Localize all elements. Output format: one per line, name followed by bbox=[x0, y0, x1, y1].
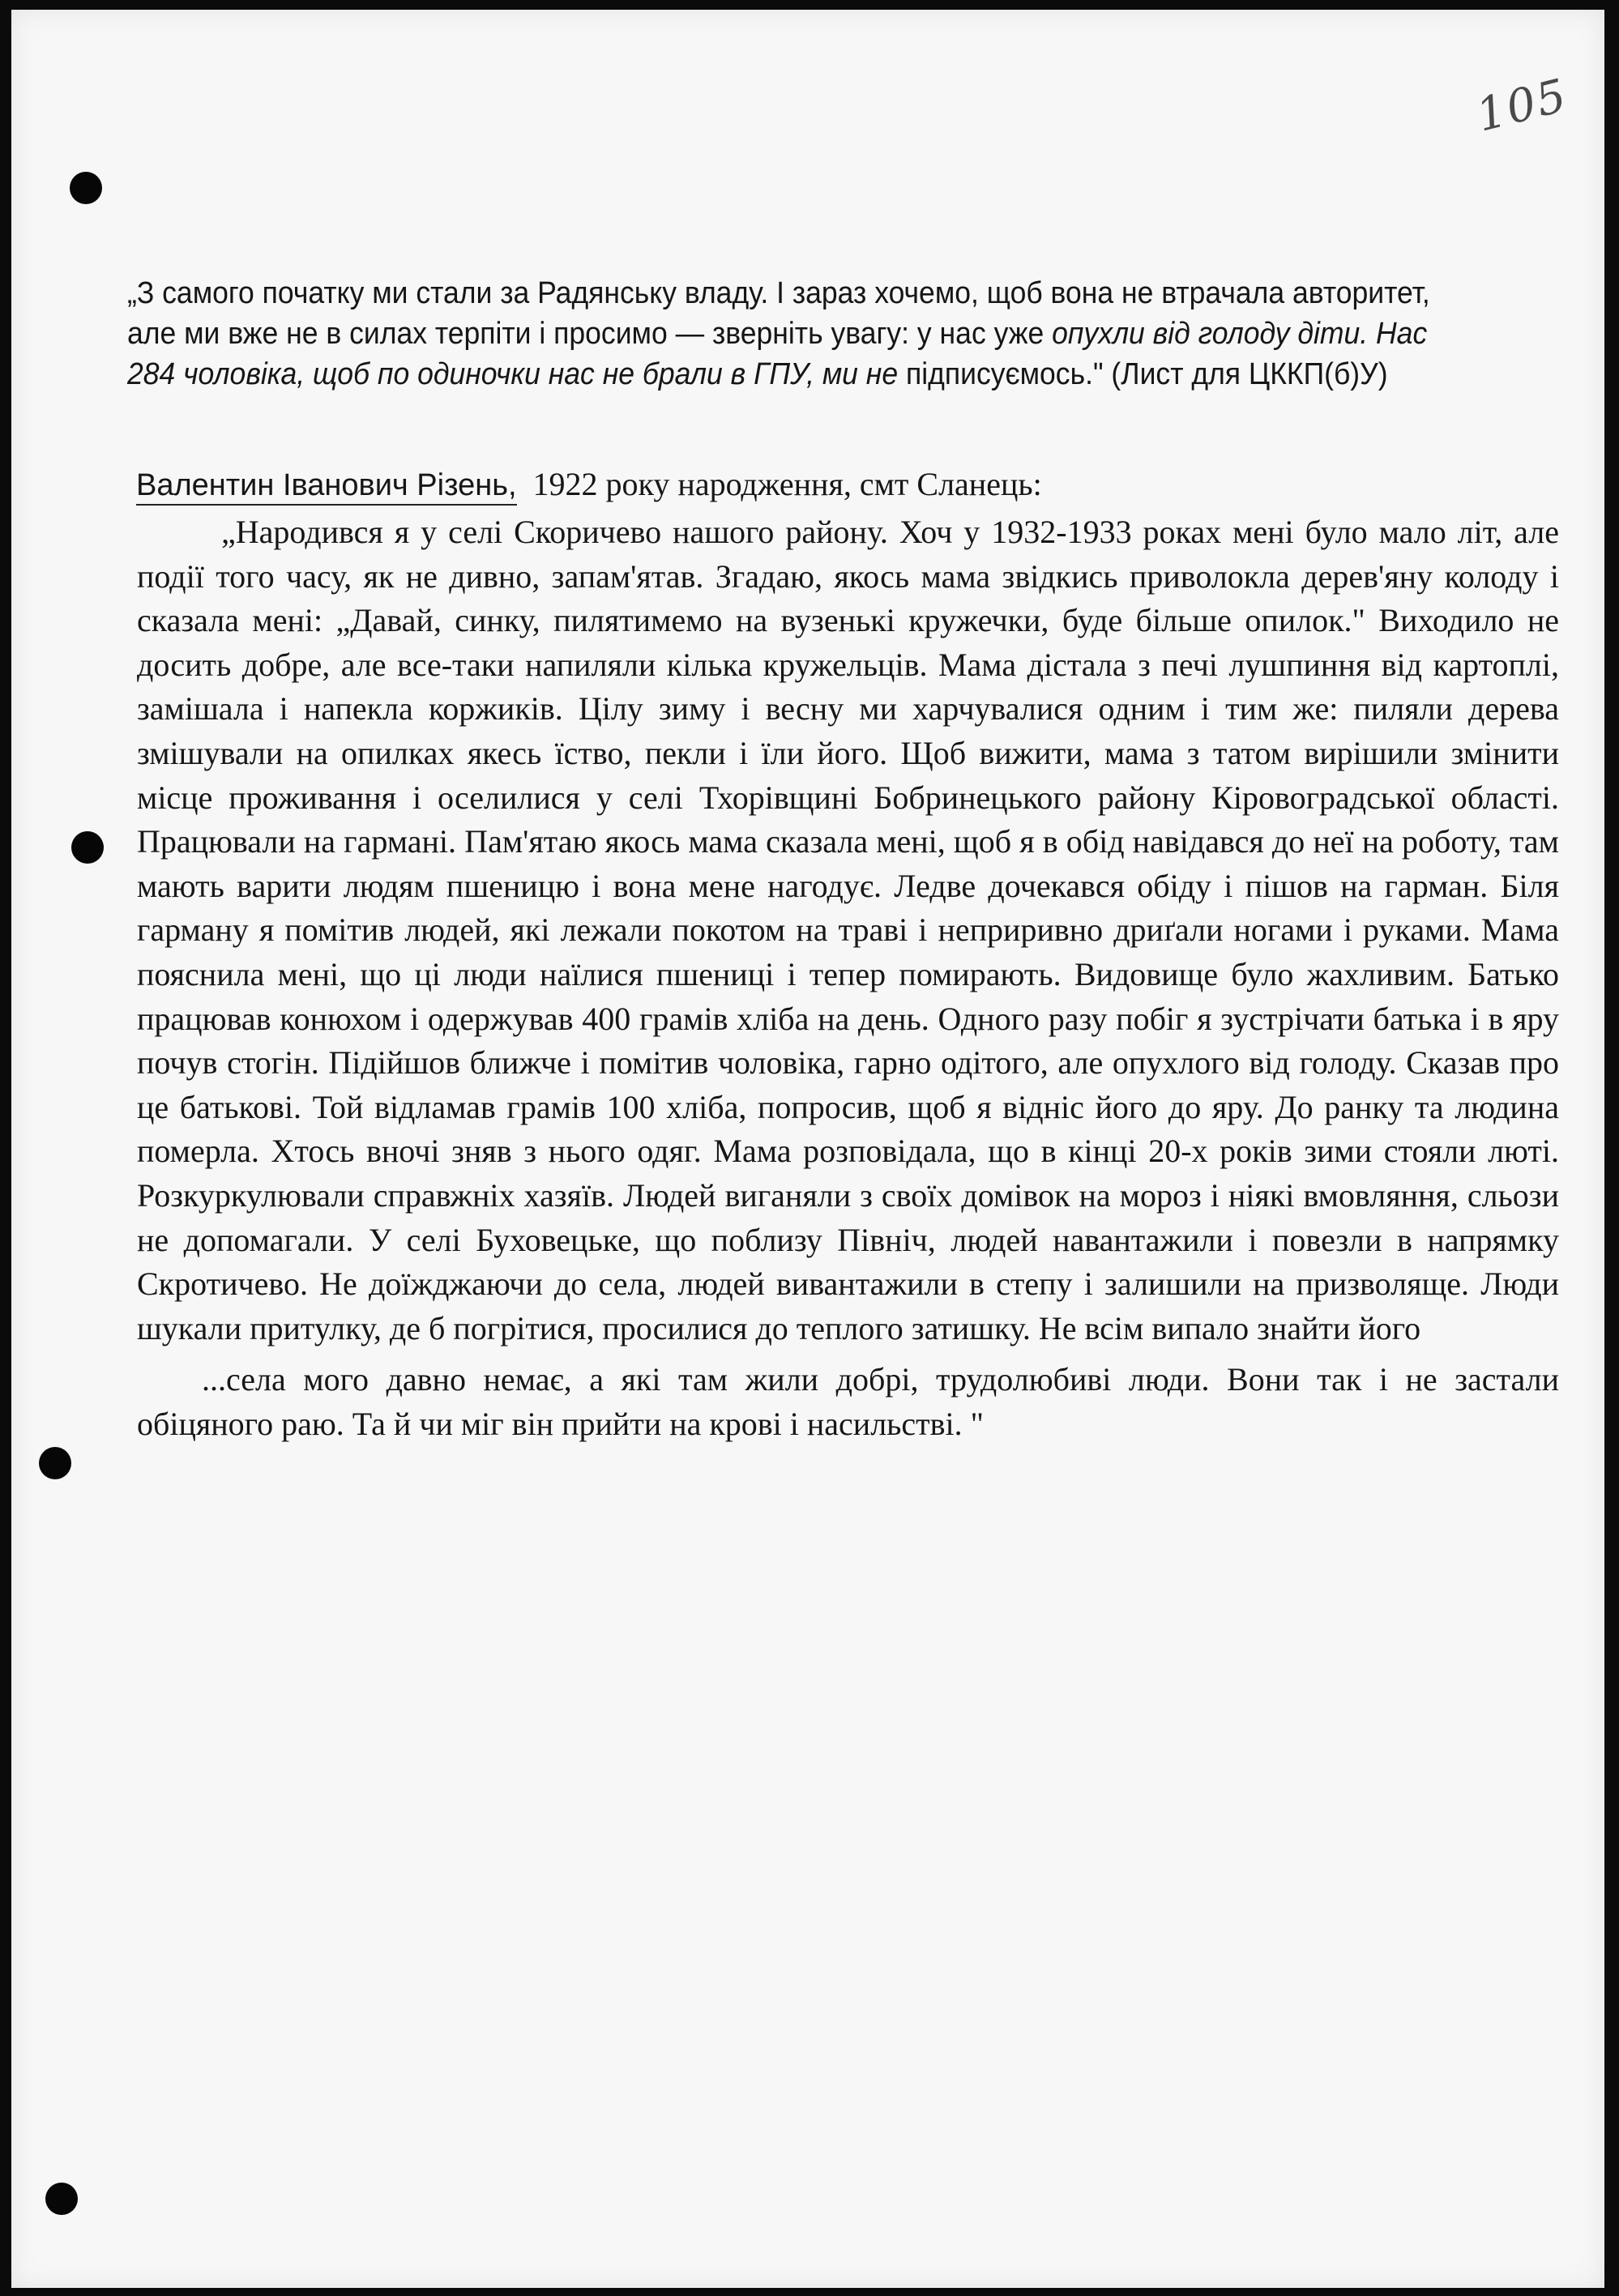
testimony-body bbox=[137, 510, 1559, 1446]
document-page bbox=[11, 10, 1604, 2288]
letter-quote-italic-text: опухли від голоду діти. Нас 284 чоловіка, щоб по одиночки нас не брали в ГПУ, ми не bbox=[127, 317, 1428, 391]
letter-quote-source: підписуємось." (Лист для ЦККП(б)У) bbox=[898, 357, 1388, 391]
punch-hole bbox=[39, 1447, 71, 1479]
witness-details: 1922 року народження, смт Сланець: bbox=[516, 466, 1042, 502]
punch-hole bbox=[70, 172, 102, 204]
testimony-paragraph-1: „Народився я у селі Скоричево нашого району. Хоч у 1932-1933 роках мені було мало літ, але події того часу, як не дивно, запам'ятав. Згадаю, якось мама звідкись приволокла дерев'яну колоду і сказала мені: „Давай, синку, пилятимемо на вузенькі кружечки, буде більше опилок." Виходило не досить добре, але все-таки напиляли кілька кружельців. Мама дістала з печі лушпиння від картоплі, замішала і напекла коржиків. Цілу зиму і весну ми харчувалися одним і тим же: пиляли дерева змішували на опилках якесь їство, пекли і їли його. Щоб вижити, мама з татом вирішили змінити місце проживання і оселилися у селі Тхорівщині Бобринецького району Кіровоградської області. Працювали на гармані. Пам'ятаю якось мама сказала мені, щоб я в обід навідався до неї на роботу, там мають варити людям пшеницю і вона мене нагодує. Ледве дочекався обіду і пішов на гарман. Біля гарману я помітив людей, які лежали покотом на траві і неприривно дриґали ногами і руками. Мама пояснила мені, що ці люди наїлися пшениці і тепер помирають. Видовище було жахливим. Батько працював конюхом і одержував 400 грамів хліба на день. Одного разу побіг я зустрічати батька і в яру почув стогін. Підійшов ближче і помітив чоловіка, гарно одітого, але опухлого від голоду. Сказав про це батькові. Той відламав грамів 100 хліба, попросив, щоб я відніс його до яру. До ранку та людина померла. Хтось вночі зняв з нього одяг. Мама розповідала, що в кінці 20-х років зими стояли люті. Розкуркулювали справжніх хазяїв. Людей виганяли з своїх домівок на мороз і ніякі вмовляння, сльози не допомагали. У селі Буховецьке, що поблизу Північ, людей навантажили і повезли в напрямку Скротичево. Не доїжджаючи до села, людей вивантажили в степу і залишили на призволяще. Люди шукали притулку, де б погрітися, просилися до теплого затишку. Не всім випало знайти його bbox=[137, 514, 1559, 1346]
punch-hole bbox=[71, 831, 104, 864]
handwritten-page-number: 105 bbox=[1471, 69, 1574, 143]
letter-quote bbox=[127, 273, 1476, 395]
letter-quote-text: „З самого початку ми стали за Радянську владу. І зараз хочемо, щоб вона не втрачала авторитет, але ми вже не в силах терпіти і просимо — зверніть увагу: у нас уже bbox=[127, 276, 1430, 351]
punch-hole bbox=[45, 2183, 78, 2215]
testimony-paragraph-2: ...села мого давно немає, а які там жили добрі, трудолюбиві люди. Вони так і не застали обіцяного раю. Та й чи міг він прийти на крові і насильстві. " bbox=[137, 1361, 1559, 1442]
witness-heading bbox=[136, 464, 1578, 506]
witness-name: Валентин Іванович Різень, bbox=[136, 468, 517, 506]
